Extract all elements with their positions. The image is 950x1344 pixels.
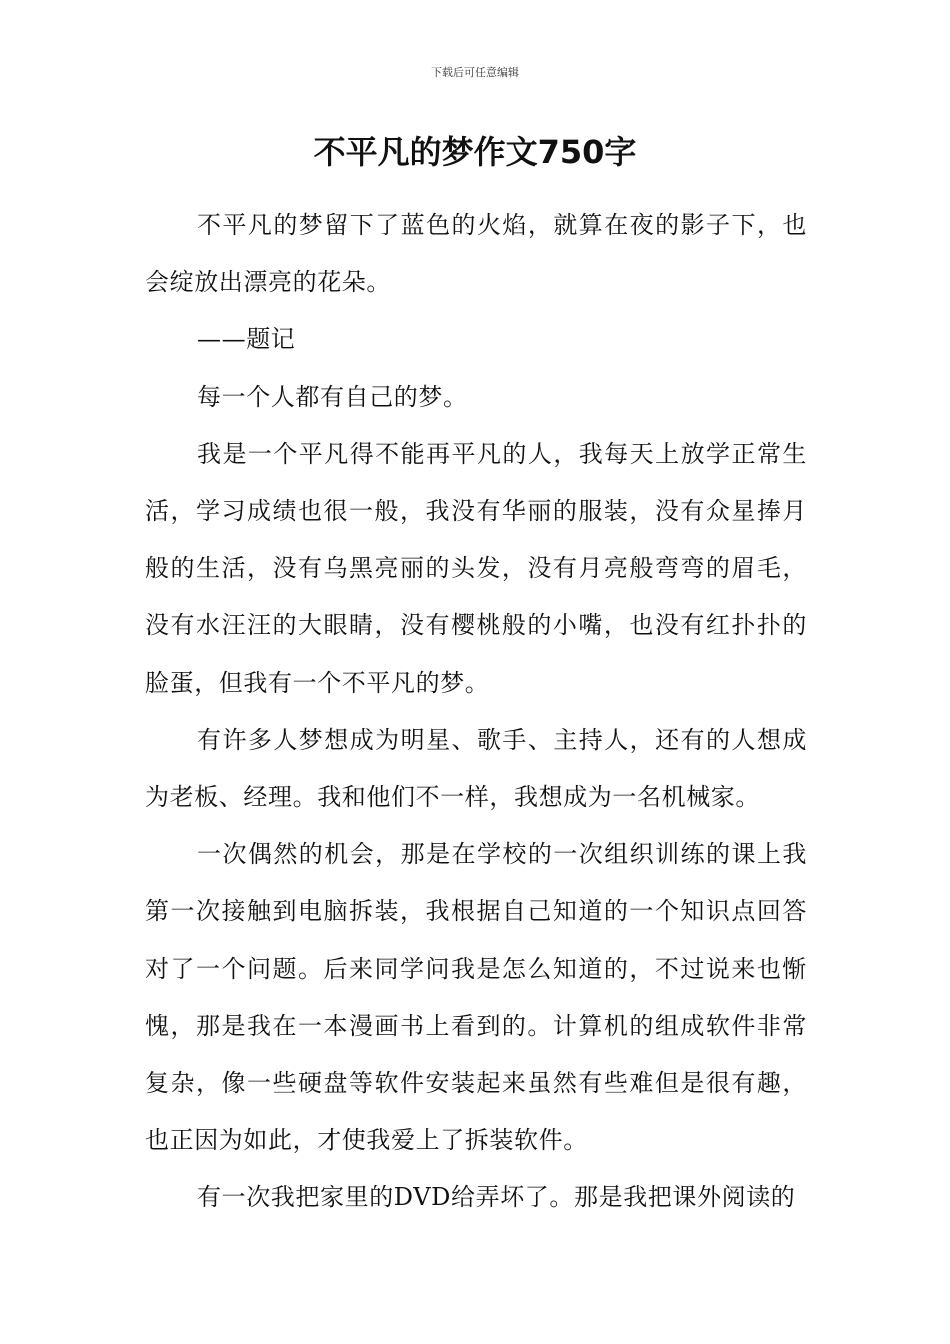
header-note: 下载后可任意编辑 [431,66,519,79]
paragraph: 有一次我把家里的DVD给弄坏了。那是我把课外阅读的 [197,1183,796,1212]
paragraph: 我是一个平凡得不能再平凡的人，我每天上放学正常生活，学习成绩也很一般，我没有华丽的服装，没有众星捧月般的生活，没有乌黑亮丽的头发，没有月亮般弯弯的眉毛，没有水汪汪的大眼睛，没有樱桃般的小嘴，也没有红扑扑的脸蛋，但我有一个不平凡的梦。 [145,439,807,697]
document-title: 不平凡的梦作文750字 [313,133,637,171]
paragraph: 有许多人梦想成为明星、歌手、主持人，还有的人想成为老板、经理。我和他们不一样，我想成为一名机械家。 [145,725,807,812]
paragraph: 不平凡的梦留下了蓝色的火焰，就算在夜的影子下，也会绽放出漂亮的花朵。 [145,211,807,297]
paragraph: ——题记 [197,325,296,354]
document-body [145,197,807,1227]
paragraph: 一次偶然的机会，那是在学校的一次组织训练的课上我第一次接触到电脑拆装，我根据自己知道的一个知识点回答对了一个问题。后来同学问我是怎么知道的，不过说来也惭愧，那是我在一本漫画书上看到的。计算机的组成软件非常复杂，像一些硬盘等软件安装起来虽然有些难但是很有趣，也正因为如此，才使我爱上了拆装软件。 [145,840,807,1155]
paragraph: 每一个人都有自己的梦。 [197,382,468,411]
